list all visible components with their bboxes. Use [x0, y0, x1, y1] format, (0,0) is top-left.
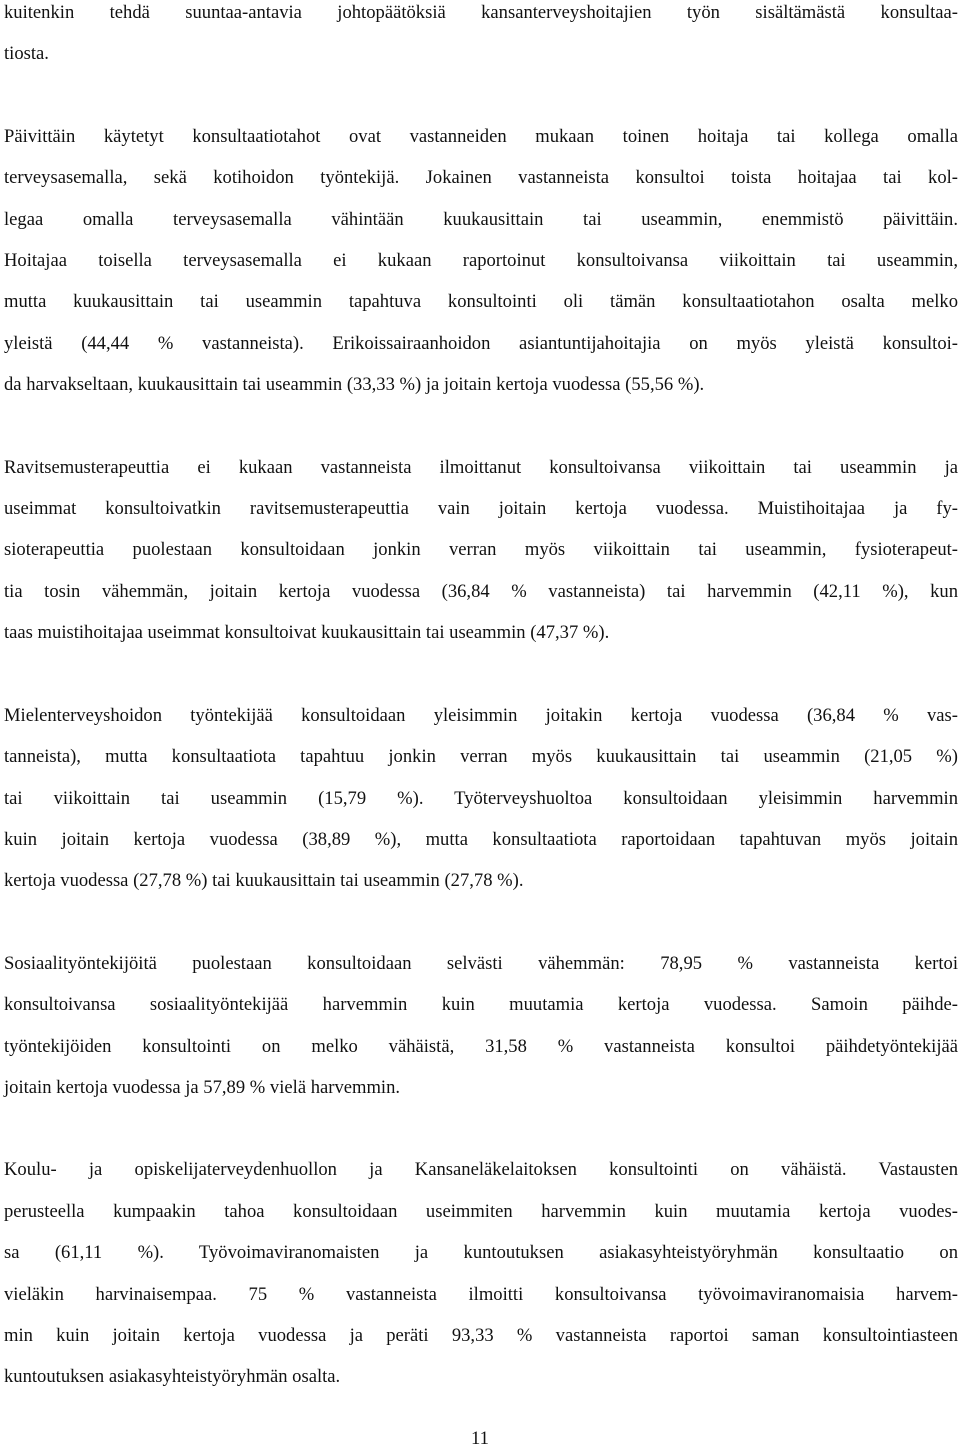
text-line: kuitenkin tehdä suuntaa-antavia johtopäätöksiä kansanterveyshoitajien työn sisältämästä konsultaa-	[4, 2, 958, 23]
page-number: 11	[471, 1428, 489, 1449]
text-line: perusteella kumpaakin tahoa konsultoidaan useimmiten harvemmin kuin muutamia kertoja vuodes-	[4, 1200, 958, 1222]
document-page	[4, 0, 958, 1398]
text-line: useimmat konsultoivatkin ravitsemusterapeuttia vain joitain kertoja vuodessa. Muistihoitajaa ja fy-	[4, 498, 958, 520]
paragraph-gap	[4, 654, 958, 695]
text-line: Mielenterveyshoidon työntekijää konsultoidaan yleisimmin joitakin kertoja vuodessa (36,84 % vas-	[4, 704, 958, 726]
text-line: Koulu- ja opiskelijaterveydenhuollon ja Kansaneläkelaitoksen konsultointi on vähäistä. Vastausten	[4, 1159, 958, 1181]
text-line: Päivittäin käytetyt konsultaatiotahot ovat vastanneiden mukaan toinen hoitaja tai kollega omalla	[4, 125, 958, 147]
text-line: kuin joitain kertoja vuodessa (38,89 %), mutta konsultaatiota raportoidaan tapahtuvan myös joitain	[4, 828, 958, 850]
paragraph-gap	[4, 406, 958, 447]
text-line: Hoitajaa toisella terveysasemalla ei kukaan raportoinut konsultoivansa viikoittain tai useammin,	[4, 250, 958, 272]
text-line: sioterapeuttia puolestaan konsultoidaan jonkin verran myös viikoittain tai useammin, fysioterapeut-	[4, 539, 958, 561]
text-line: kuntoutuksen asiakasyhteistyöryhmän osalta.	[4, 1366, 341, 1388]
paragraph-gap	[4, 902, 958, 943]
text-line: konsultoivansa sosiaalityöntekijää harvemmin kuin muutamia kertoja vuodessa. Samoin päihde-	[4, 994, 958, 1016]
text-line: yleistä (44,44 % vastanneista). Erikoissairaanhoidon asiantuntijahoitajia on myös yleistä konsultoi-	[4, 332, 958, 354]
text-line: mutta kuukausittain tai useammin tapahtuva konsultointi oli tämän konsultaatiotahon osalta melko	[4, 291, 958, 313]
text-line: Sosiaalityöntekijöitä puolestaan konsultoidaan selvästi vähemmän: 78,95 % vastanneista kertoi	[4, 952, 958, 974]
paragraph-gap	[4, 1108, 958, 1149]
text-line: legaa omalla terveysasemalla vähintään kuukausittain tai useammin, enemmistö päivittäin.	[4, 208, 958, 230]
text-line: vieläkin harvinaisempaa. 75 % vastanneista ilmoitti konsultoivansa työvoimaviranomaisia harvem-	[4, 1283, 958, 1305]
text-line: tanneista), mutta konsultaatiota tapahtuu jonkin verran myös kuukausittain tai useammin (21,05 %)	[4, 746, 958, 768]
text-line: taas muistihoitajaa useimmat konsultoivat kuukausittain tai useammin (47,37 %).	[4, 622, 610, 644]
text-line: min kuin joitain kertoja vuodessa ja peräti 93,33 % vastanneista raportoi saman konsultointiasteen	[4, 1324, 958, 1346]
text-line: da harvakseltaan, kuukausittain tai useammin (33,33 %) ja joitain kertoja vuodessa (55,56 %).	[4, 374, 705, 396]
text-line: sa (61,11 %). Työvoimaviranomaisten ja kuntoutuksen asiakasyhteistyöryhmän konsultaatio on	[4, 1242, 958, 1264]
text-line: tai viikoittain tai useammin (15,79 %). Työterveyshuoltoa konsultoidaan yleisimmin harvemmin	[4, 787, 958, 809]
text-line: kertoja vuodessa (27,78 %) tai kuukausittain tai useammin (27,78 %).	[4, 870, 524, 892]
text-line: työntekijöiden konsultointi on melko vähäistä, 31,58 % vastanneista konsultoi päihdetyöntekijää	[4, 1035, 958, 1057]
paragraph-gap	[4, 75, 958, 116]
text-line: joitain kertoja vuodessa ja 57,89 % vielä harvemmin.	[4, 1076, 401, 1098]
text-line: terveysasemalla, sekä kotihoidon työntekijä. Jokainen vastanneista konsultoi toista hoitajaa tai kol-	[4, 167, 958, 189]
text-line: Ravitsemusterapeuttia ei kukaan vastanneista ilmoittanut konsultoivansa viikoittain tai useammin ja	[4, 456, 958, 478]
text-line: tia tosin vähemmän, joitain kertoja vuodessa (36,84 % vastanneista) tai harvemmin (42,11 %), kun	[4, 580, 958, 602]
text-line: tiosta.	[4, 43, 49, 65]
